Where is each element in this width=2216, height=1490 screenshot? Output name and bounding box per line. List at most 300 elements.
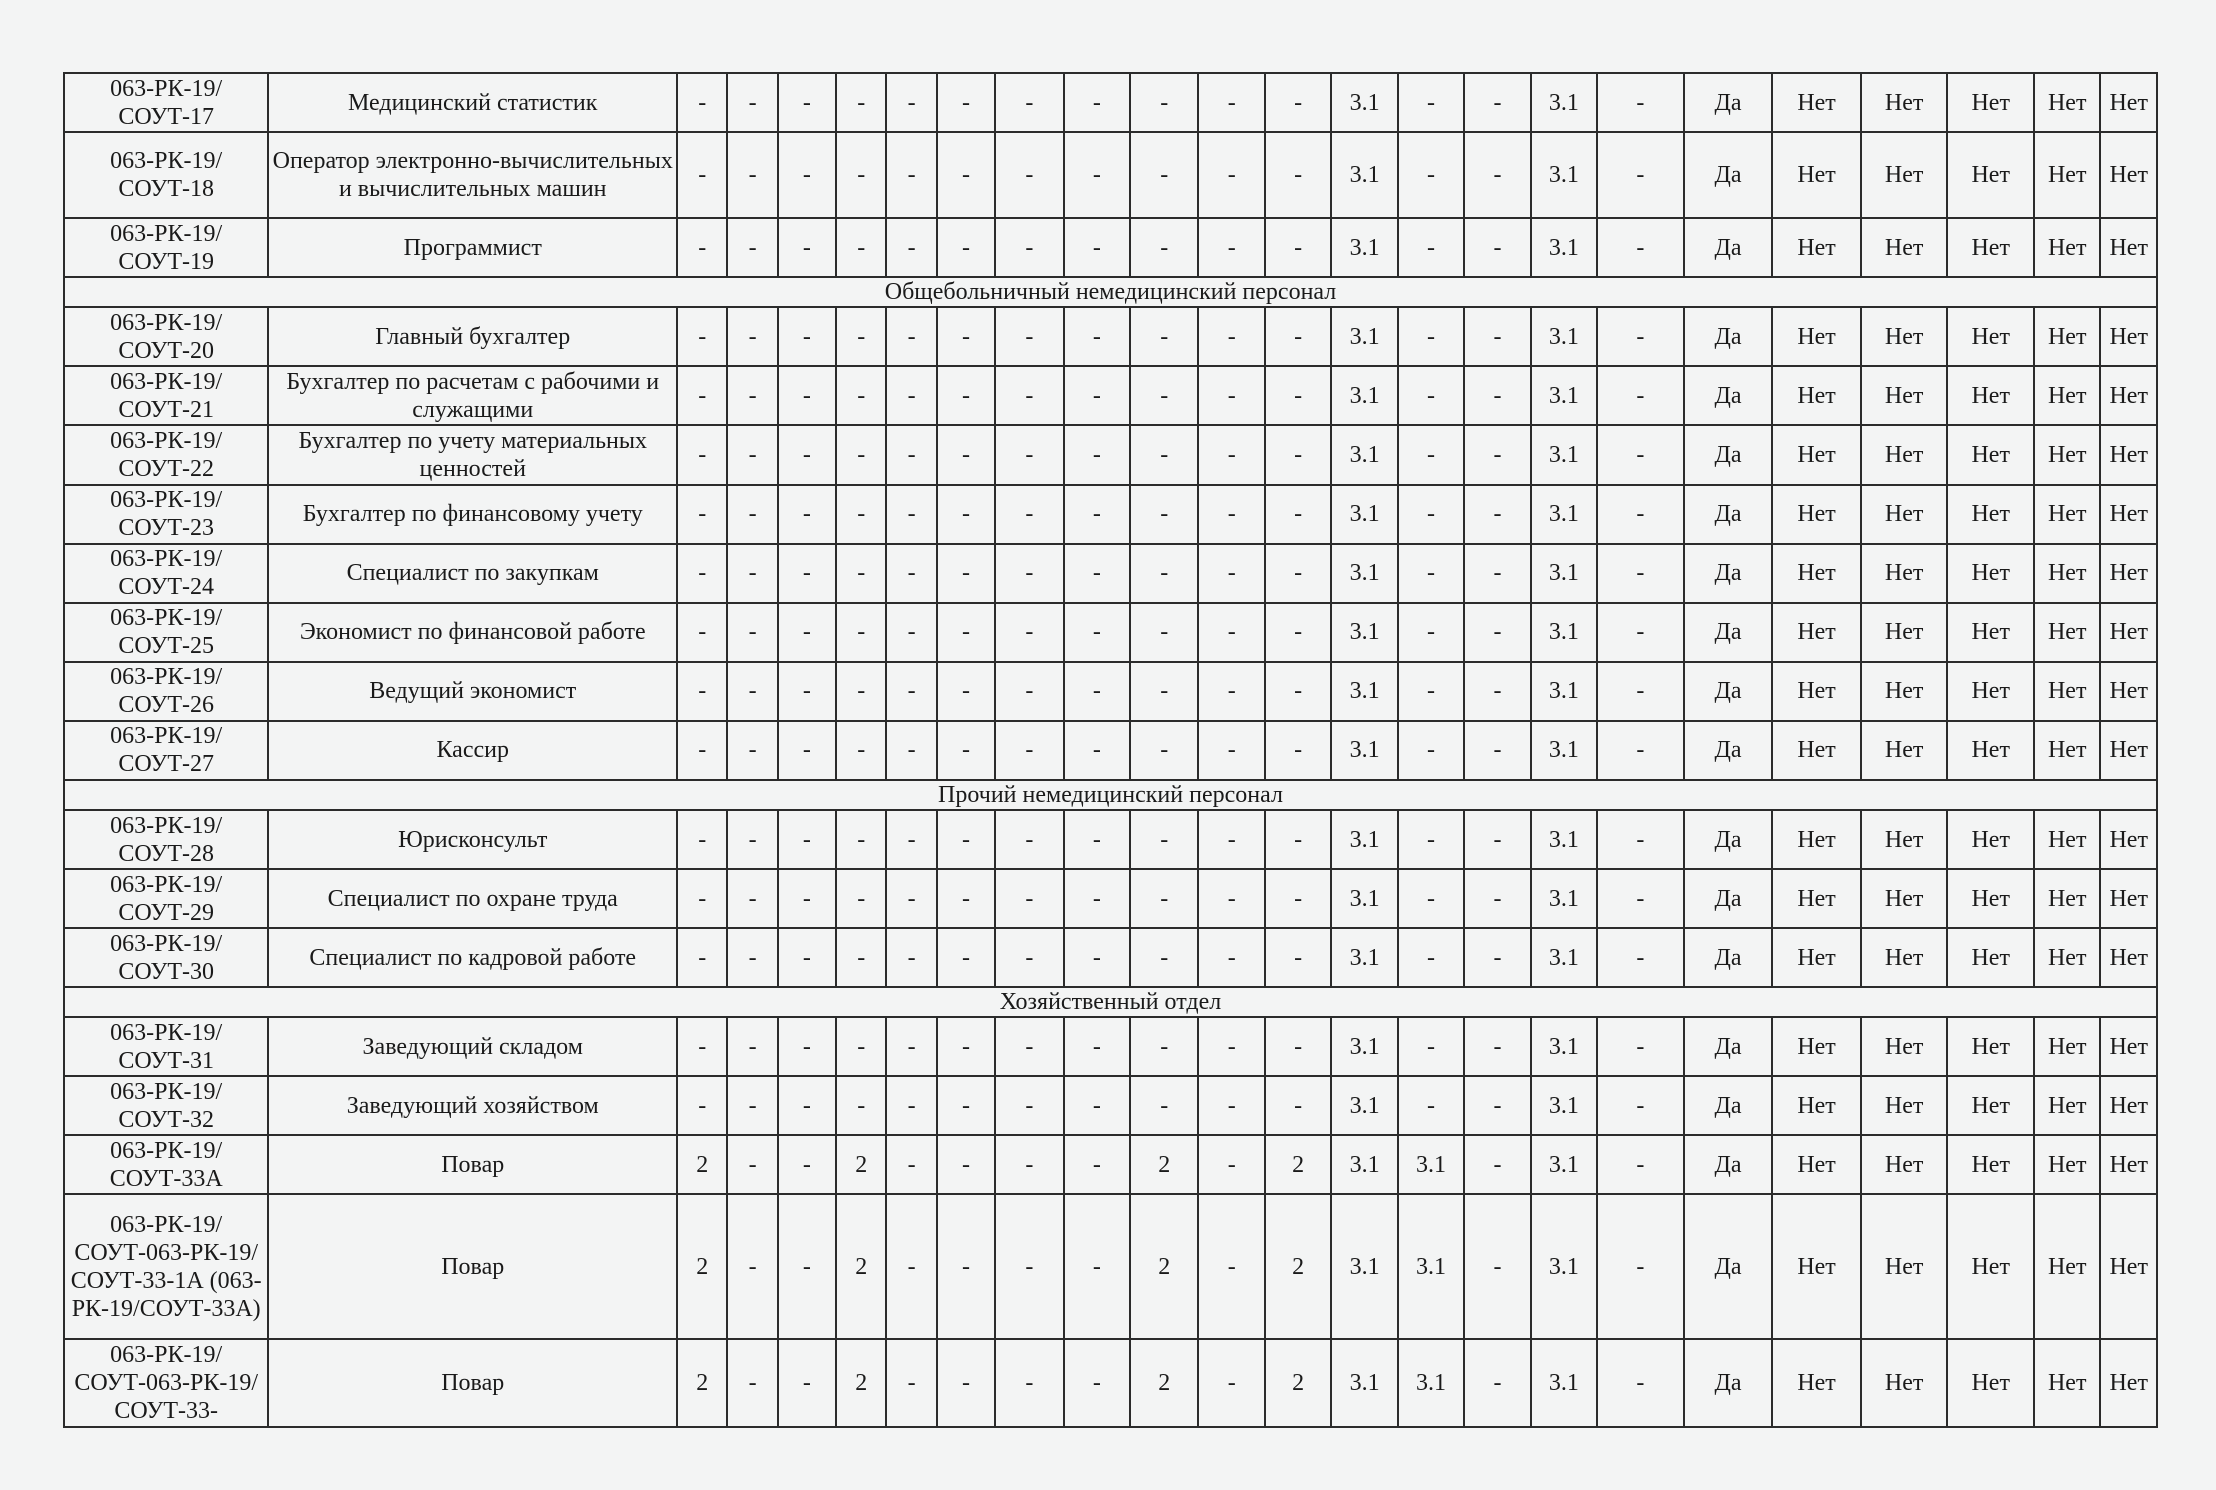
table-cell: - — [886, 307, 936, 366]
table-cell: - — [886, 1017, 936, 1076]
table-cell: 2 — [836, 1339, 886, 1427]
position-name: Ведущий экономист — [268, 662, 677, 721]
position-name: Повар — [268, 1135, 677, 1194]
table-cell: - — [1198, 307, 1264, 366]
table-cell: Нет — [2100, 928, 2157, 987]
table-row — [64, 1076, 2157, 1135]
table-cell: - — [1398, 721, 1464, 780]
table-cell: Нет — [2100, 603, 2157, 662]
table-cell: Нет — [1947, 1339, 2034, 1427]
table-cell: - — [1597, 1076, 1684, 1135]
table-cell: 2 — [677, 1135, 727, 1194]
table-cell: - — [1597, 603, 1684, 662]
position-name: Экономист по финансовой работе — [268, 603, 677, 662]
workplace-number: 063-РК-19/СОУТ-31 — [64, 1017, 268, 1076]
table-cell: Нет — [1947, 662, 2034, 721]
table-cell: - — [1265, 1076, 1331, 1135]
table-cell: - — [886, 544, 936, 603]
table-cell: Нет — [2034, 132, 2100, 218]
table-cell: - — [1064, 603, 1130, 662]
table-cell: - — [1464, 307, 1530, 366]
table-cell: - — [727, 485, 777, 544]
table-cell: - — [1198, 132, 1264, 218]
table-cell: - — [1398, 869, 1464, 928]
table-cell: 3.1 — [1331, 132, 1397, 218]
table-cell: - — [727, 425, 777, 484]
table-row — [64, 721, 2157, 780]
table-cell: - — [937, 721, 995, 780]
table-cell: Нет — [2100, 1135, 2157, 1194]
table-cell: - — [836, 132, 886, 218]
table-cell: - — [995, 810, 1063, 869]
table-cell: 2 — [1265, 1135, 1331, 1194]
table-cell: Нет — [1861, 928, 1948, 987]
table-cell: - — [1130, 603, 1198, 662]
table-cell: - — [937, 425, 995, 484]
table-cell: Нет — [2034, 721, 2100, 780]
table-cell: - — [677, 721, 727, 780]
table-cell: Нет — [1861, 544, 1948, 603]
workplace-number: 063-РК-19/СОУТ-24 — [64, 544, 268, 603]
table-cell: 3.1 — [1531, 544, 1597, 603]
table-cell: - — [1064, 928, 1130, 987]
table-cell: 3.1 — [1531, 307, 1597, 366]
table-cell: - — [1198, 1339, 1264, 1427]
table-cell: Нет — [1861, 721, 1948, 780]
table-cell: - — [1597, 73, 1684, 132]
table-cell: - — [937, 1194, 995, 1338]
table-row — [64, 366, 2157, 425]
table-cell: Нет — [1947, 1017, 2034, 1076]
table-cell: - — [727, 218, 777, 277]
table-cell: Нет — [1861, 425, 1948, 484]
workplace-number: 063-РК-19/СОУТ-27 — [64, 721, 268, 780]
table-cell: - — [1597, 544, 1684, 603]
table-cell: - — [1265, 810, 1331, 869]
position-name: Специалист по охране труда — [268, 869, 677, 928]
table-cell: Нет — [1861, 1339, 1948, 1427]
table-cell: 3.1 — [1331, 1135, 1397, 1194]
table-cell: 2 — [1130, 1135, 1198, 1194]
table-cell: Да — [1684, 1017, 1773, 1076]
table-cell: - — [886, 662, 936, 721]
table-cell: - — [1464, 132, 1530, 218]
table-cell: 3.1 — [1531, 366, 1597, 425]
workplace-number: 063-РК-19/СОУТ-33А — [64, 1135, 268, 1194]
section-title: Общебольничный немедицинский персонал — [64, 277, 2157, 307]
table-cell: Нет — [1772, 485, 1861, 544]
table-cell: 3.1 — [1531, 810, 1597, 869]
table-cell: - — [995, 1135, 1063, 1194]
table-cell: - — [1064, 218, 1130, 277]
table-cell: - — [727, 603, 777, 662]
table-cell: Нет — [2100, 425, 2157, 484]
section-header-row — [64, 780, 2157, 810]
table-cell: - — [1265, 132, 1331, 218]
table-cell: Нет — [1772, 1017, 1861, 1076]
table-cell: Нет — [1947, 366, 2034, 425]
table-cell: Нет — [1947, 603, 2034, 662]
table-cell: - — [1265, 869, 1331, 928]
table-cell: - — [1064, 869, 1130, 928]
table-cell: - — [1398, 603, 1464, 662]
position-name: Повар — [268, 1194, 677, 1338]
table-cell: Нет — [2100, 366, 2157, 425]
table-cell: - — [677, 132, 727, 218]
table-cell: 3.1 — [1331, 366, 1397, 425]
table-cell: Нет — [2034, 869, 2100, 928]
table-cell: - — [1064, 425, 1130, 484]
table-cell: - — [937, 132, 995, 218]
position-name: Бухгалтер по расчетам с рабочими и служащими — [268, 366, 677, 425]
table-cell: - — [1597, 928, 1684, 987]
table-cell: - — [1198, 1017, 1264, 1076]
table-cell: - — [1064, 1017, 1130, 1076]
table-cell: - — [1398, 485, 1464, 544]
table-row — [64, 928, 2157, 987]
table-cell: 3.1 — [1531, 869, 1597, 928]
table-cell: - — [1198, 1194, 1264, 1338]
table-cell: 3.1 — [1531, 132, 1597, 218]
table-cell: Нет — [1947, 928, 2034, 987]
table-cell: - — [1597, 810, 1684, 869]
table-cell: Да — [1684, 1339, 1773, 1427]
table-cell: Нет — [1861, 1194, 1948, 1338]
table-cell: Нет — [2100, 1076, 2157, 1135]
table-cell: Нет — [1947, 73, 2034, 132]
table-cell: - — [1198, 218, 1264, 277]
table-cell: Нет — [1772, 1135, 1861, 1194]
table-cell: Нет — [1772, 1076, 1861, 1135]
table-cell: Нет — [1772, 1194, 1861, 1338]
table-cell: - — [727, 928, 777, 987]
table-cell: - — [1198, 810, 1264, 869]
table-cell: - — [677, 662, 727, 721]
table-cell: Нет — [1772, 603, 1861, 662]
table-cell: - — [1464, 1017, 1530, 1076]
table-cell: - — [836, 721, 886, 780]
table-cell: - — [1464, 1135, 1530, 1194]
table-cell: - — [937, 1076, 995, 1135]
table-cell: - — [1064, 73, 1130, 132]
table-cell: - — [1464, 603, 1530, 662]
position-name: Юрисконсульт — [268, 810, 677, 869]
table-cell: Нет — [2034, 1135, 2100, 1194]
table-cell: - — [1130, 132, 1198, 218]
table-cell: Нет — [2034, 1017, 2100, 1076]
table-cell: Нет — [1947, 810, 2034, 869]
table-row — [64, 1017, 2157, 1076]
table-cell: Нет — [1861, 662, 1948, 721]
table-cell: Нет — [1861, 307, 1948, 366]
table-cell: Нет — [2034, 218, 2100, 277]
table-cell: - — [995, 425, 1063, 484]
table-cell: - — [886, 928, 936, 987]
table-cell: - — [995, 869, 1063, 928]
workplace-number: 063-РК-19/СОУТ-22 — [64, 425, 268, 484]
table-cell: Да — [1684, 1135, 1773, 1194]
table-cell: - — [1198, 366, 1264, 425]
table-cell: - — [937, 810, 995, 869]
table-cell: - — [1064, 721, 1130, 780]
table-cell: - — [727, 1339, 777, 1427]
table-cell: Нет — [1861, 132, 1948, 218]
table-cell: - — [1464, 810, 1530, 869]
table-cell: Нет — [1947, 544, 2034, 603]
table-cell: - — [778, 603, 836, 662]
workplace-number: 063-РК-19/СОУТ-063-РК-19/СОУТ-33- — [64, 1339, 268, 1427]
table-cell: Да — [1684, 366, 1773, 425]
table-cell: - — [1597, 218, 1684, 277]
table-cell: - — [1130, 218, 1198, 277]
table-cell: 3.1 — [1531, 425, 1597, 484]
table-row — [64, 544, 2157, 603]
table-cell: - — [778, 544, 836, 603]
table-cell: 3.1 — [1331, 485, 1397, 544]
table-cell: Нет — [1947, 1076, 2034, 1135]
table-cell: - — [1198, 73, 1264, 132]
table-cell: 2 — [1130, 1194, 1198, 1338]
table-cell: - — [1464, 928, 1530, 987]
table-cell: - — [1265, 603, 1331, 662]
table-cell: - — [1464, 721, 1530, 780]
table-cell: Нет — [1947, 1194, 2034, 1338]
section-header-row — [64, 277, 2157, 307]
table-cell: - — [1130, 73, 1198, 132]
table-row — [64, 1339, 2157, 1427]
table-cell: - — [727, 1017, 777, 1076]
table-cell: - — [1265, 928, 1331, 987]
table-cell: Нет — [2034, 810, 2100, 869]
table-cell: 2 — [1130, 1339, 1198, 1427]
table-cell: - — [727, 366, 777, 425]
table-row — [64, 869, 2157, 928]
table-cell: - — [1064, 544, 1130, 603]
table-cell: - — [836, 485, 886, 544]
table-cell: - — [727, 1194, 777, 1338]
table-cell: 3.1 — [1331, 928, 1397, 987]
table-cell: Нет — [1772, 73, 1861, 132]
table-cell: - — [1398, 544, 1464, 603]
table-cell: 3.1 — [1398, 1339, 1464, 1427]
table-cell: - — [836, 662, 886, 721]
table-cell: - — [995, 928, 1063, 987]
table-cell: - — [1130, 810, 1198, 869]
table-cell: 3.1 — [1531, 662, 1597, 721]
table-cell: Да — [1684, 73, 1773, 132]
table-cell: 3.1 — [1331, 73, 1397, 132]
section-title: Хозяйственный отдел — [64, 987, 2157, 1017]
table-cell: - — [1064, 662, 1130, 721]
table-cell: - — [1398, 425, 1464, 484]
table-cell: 3.1 — [1331, 662, 1397, 721]
table-cell: Да — [1684, 1194, 1773, 1338]
table-cell: Нет — [1861, 218, 1948, 277]
table-cell: Нет — [1772, 662, 1861, 721]
table-cell: - — [1130, 366, 1198, 425]
table-cell: - — [1464, 73, 1530, 132]
table-cell: 2 — [836, 1194, 886, 1338]
workplace-number: 063-РК-19/СОУТ-25 — [64, 603, 268, 662]
table-cell: - — [727, 132, 777, 218]
table-cell: - — [778, 366, 836, 425]
table-cell: - — [1130, 425, 1198, 484]
table-cell: - — [836, 810, 886, 869]
table-cell: - — [1064, 1076, 1130, 1135]
table-cell: - — [778, 721, 836, 780]
section-header-row — [64, 987, 2157, 1017]
table-cell: - — [1198, 662, 1264, 721]
table-cell: - — [937, 73, 995, 132]
table-cell: - — [1265, 73, 1331, 132]
position-name: Специалист по кадровой работе — [268, 928, 677, 987]
table-cell: Да — [1684, 928, 1773, 987]
table-cell: Нет — [1861, 869, 1948, 928]
table-cell: - — [836, 544, 886, 603]
table-cell: - — [1597, 721, 1684, 780]
table-cell: 2 — [1265, 1194, 1331, 1338]
table-cell: Нет — [2100, 810, 2157, 869]
table-cell: - — [1597, 1339, 1684, 1427]
table-cell: - — [1265, 662, 1331, 721]
table-cell: Нет — [1772, 869, 1861, 928]
table-cell: - — [1464, 662, 1530, 721]
table-cell: Нет — [2034, 544, 2100, 603]
table-cell: - — [937, 485, 995, 544]
table-cell: 2 — [677, 1194, 727, 1338]
table-cell: Нет — [1861, 1135, 1948, 1194]
table-cell: - — [677, 366, 727, 425]
table-cell: 3.1 — [1331, 218, 1397, 277]
table-row — [64, 1135, 2157, 1194]
table-cell: Нет — [2034, 928, 2100, 987]
table-cell: - — [995, 73, 1063, 132]
table-cell: - — [1464, 1339, 1530, 1427]
workplace-number: 063-РК-19/СОУТ-18 — [64, 132, 268, 218]
table-cell: Да — [1684, 544, 1773, 603]
table-row — [64, 73, 2157, 132]
table-cell: - — [995, 132, 1063, 218]
table-cell: - — [1597, 485, 1684, 544]
table-cell: Да — [1684, 721, 1773, 780]
table-cell: 3.1 — [1331, 425, 1397, 484]
table-cell: - — [995, 1339, 1063, 1427]
table-cell: Нет — [1861, 810, 1948, 869]
table-cell: - — [1064, 485, 1130, 544]
table-cell: Нет — [1947, 132, 2034, 218]
workplace-number: 063-РК-19/СОУТ-20 — [64, 307, 268, 366]
table-cell: Нет — [2034, 1339, 2100, 1427]
table-cell: Нет — [1947, 307, 2034, 366]
table-cell: - — [778, 485, 836, 544]
table-cell: Нет — [2034, 485, 2100, 544]
table-cell: - — [937, 218, 995, 277]
table-cell: Нет — [2100, 721, 2157, 780]
position-name: Заведующий складом — [268, 1017, 677, 1076]
table-cell: Нет — [2100, 869, 2157, 928]
table-cell: - — [1064, 366, 1130, 425]
table-cell: - — [995, 662, 1063, 721]
workplace-number: 063-РК-19/СОУТ-21 — [64, 366, 268, 425]
table-row — [64, 1194, 2157, 1338]
table-cell: - — [995, 603, 1063, 662]
table-cell: 3.1 — [1331, 721, 1397, 780]
table-cell: - — [937, 928, 995, 987]
table-cell: - — [1130, 544, 1198, 603]
table-cell: - — [836, 869, 886, 928]
table-cell: - — [1597, 307, 1684, 366]
table-cell: Нет — [1772, 721, 1861, 780]
table-cell: - — [1464, 1076, 1530, 1135]
table-cell: Нет — [1772, 810, 1861, 869]
table-cell: 3.1 — [1331, 1017, 1397, 1076]
table-cell: - — [1265, 366, 1331, 425]
table-cell: - — [778, 662, 836, 721]
table-cell: 2 — [677, 1339, 727, 1427]
table-cell: - — [677, 73, 727, 132]
table-cell: Нет — [2100, 662, 2157, 721]
table-cell: - — [1464, 485, 1530, 544]
table-cell: Нет — [2034, 73, 2100, 132]
table-cell: - — [1398, 662, 1464, 721]
table-cell: - — [677, 810, 727, 869]
table-cell: - — [1398, 73, 1464, 132]
table-cell: - — [1064, 810, 1130, 869]
table-cell: - — [778, 132, 836, 218]
table-cell: - — [1398, 810, 1464, 869]
table-cell: - — [1597, 425, 1684, 484]
table-cell: Нет — [1947, 869, 2034, 928]
table-cell: - — [778, 869, 836, 928]
table-cell: Нет — [1947, 721, 2034, 780]
table-cell: 3.1 — [1331, 810, 1397, 869]
table-cell: - — [995, 307, 1063, 366]
position-name: Бухгалтер по учету материальных ценностей — [268, 425, 677, 484]
table-cell: - — [836, 928, 886, 987]
workplace-number: 063-РК-19/СОУТ-30 — [64, 928, 268, 987]
table-cell: - — [1398, 1017, 1464, 1076]
table-cell: - — [1198, 544, 1264, 603]
position-name: Медицинский статистик — [268, 73, 677, 132]
table-cell: - — [1198, 869, 1264, 928]
position-name: Программист — [268, 218, 677, 277]
table-cell: Нет — [1772, 132, 1861, 218]
table-cell: - — [886, 1339, 936, 1427]
table-cell: - — [727, 810, 777, 869]
table-cell: - — [886, 366, 936, 425]
table-row — [64, 662, 2157, 721]
table-cell: 3.1 — [1531, 73, 1597, 132]
table-row — [64, 810, 2157, 869]
table-cell: Нет — [1861, 603, 1948, 662]
table-cell: - — [836, 1076, 886, 1135]
table-cell: - — [1597, 1017, 1684, 1076]
table-cell: Нет — [1947, 218, 2034, 277]
sout-results-table — [63, 72, 2158, 1428]
table-cell: 3.1 — [1531, 1135, 1597, 1194]
table-cell: Нет — [2034, 603, 2100, 662]
table-cell: Да — [1684, 132, 1773, 218]
table-cell: - — [677, 425, 727, 484]
table-cell: 3.1 — [1531, 928, 1597, 987]
position-name: Бухгалтер по финансовому учету — [268, 485, 677, 544]
table-cell: Нет — [2034, 662, 2100, 721]
table-cell: - — [677, 869, 727, 928]
table-cell: - — [886, 73, 936, 132]
table-cell: Нет — [2034, 1194, 2100, 1338]
workplace-number: 063-РК-19/СОУТ-32 — [64, 1076, 268, 1135]
table-cell: Нет — [1861, 73, 1948, 132]
